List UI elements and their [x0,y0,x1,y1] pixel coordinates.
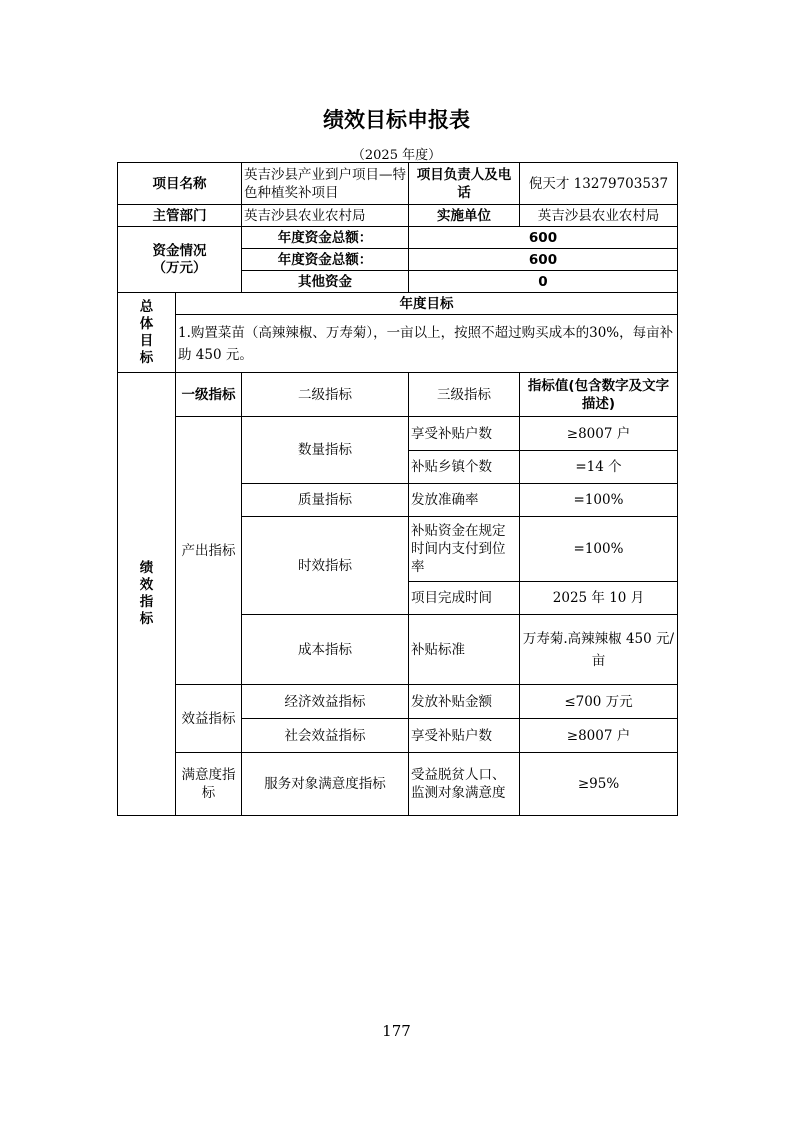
funds-label: 资金情况 （万元） [118,227,242,293]
level3-cell: 发放准确率 [409,484,520,517]
dept-value: 英吉沙县农业农村局 [242,205,409,227]
indicator-value: =100% [520,484,678,517]
level3-cell: 补贴乡镇个数 [409,451,520,484]
level2-quantity: 数量指标 [242,417,409,484]
level3-cell: 享受补贴户数 [409,417,520,451]
indicator-value: ≤700 万元 [520,685,678,719]
funds-row-value: 0 [409,271,678,293]
level1-benefit: 效益指标 [176,685,242,753]
indicator-value: ≥95% [520,753,678,816]
document-year: （2025 年度） [351,148,442,163]
level3-cell: 补贴资金在规定时间内支付到位率 [409,517,520,582]
annual-target-text: 1.购置菜苗（高辣辣椒、万寿菊），一亩以上，按照不超过购买成本的30%，每亩补助 450 元。 [176,315,678,373]
project-name-label: 项目名称 [118,163,242,205]
indicator-value: ≥8007 户 [520,417,678,451]
header-level3: 三级指标 [409,373,520,417]
header-level2: 二级指标 [242,373,409,417]
level2-economic: 经济效益指标 [242,685,409,719]
level3-cell: 补贴标准 [409,615,520,685]
dept-label: 主管部门 [118,205,242,227]
page-number: 177 [382,1022,411,1040]
impl-unit-value: 英吉沙县农业农村局 [520,205,678,227]
header-level1: 一级指标 [176,373,242,417]
indicator-value: 2025 年 10 月 [520,582,678,615]
funds-row-value: 600 [409,227,678,249]
level1-satisfaction: 满意度指标 [176,753,242,816]
annual-target-heading: 年度目标 [176,293,678,315]
level3-cell: 享受补贴户数 [409,719,520,753]
document-title: 绩效目标申报表 [323,108,470,132]
performance-indicator-label: 绩 效 指 标 [118,373,176,816]
level2-cost: 成本指标 [242,615,409,685]
indicator-value: =100% [520,517,678,582]
performance-target-table [117,162,678,816]
project-leader-value: 倪天才 13279703537 [520,163,678,205]
funds-row-label: 年度资金总额： [242,227,409,249]
level3-cell: 发放补贴金额 [409,685,520,719]
impl-unit-label: 实施单位 [409,205,520,227]
project-name-value: 英吉沙县产业到户项目—特色种植奖补项目 [242,163,409,205]
level2-timeliness: 时效指标 [242,517,409,615]
header-indicator-value: 指标值(包含数字及文字描述) [520,373,678,417]
level2-service-satisfaction: 服务对象满意度指标 [242,753,409,816]
level2-quality: 质量指标 [242,484,409,517]
level3-cell: 受益脱贫人口、监测对象满意度 [409,753,520,816]
indicator-value: ≥8007 户 [520,719,678,753]
level2-social: 社会效益指标 [242,719,409,753]
indicator-value: 万寿菊.高辣辣椒 450 元/亩 [520,615,678,685]
level3-cell: 项目完成时间 [409,582,520,615]
funds-row-label: 其他资金 [242,271,409,293]
overall-target-label: 总 体 目 标 [118,293,176,373]
indicator-value: =14 个 [520,451,678,484]
project-leader-label: 项目负责人及电话 [409,163,520,205]
funds-row-label: 年度资金总额： [242,249,409,271]
level1-output: 产出指标 [176,417,242,685]
funds-row-value: 600 [409,249,678,271]
